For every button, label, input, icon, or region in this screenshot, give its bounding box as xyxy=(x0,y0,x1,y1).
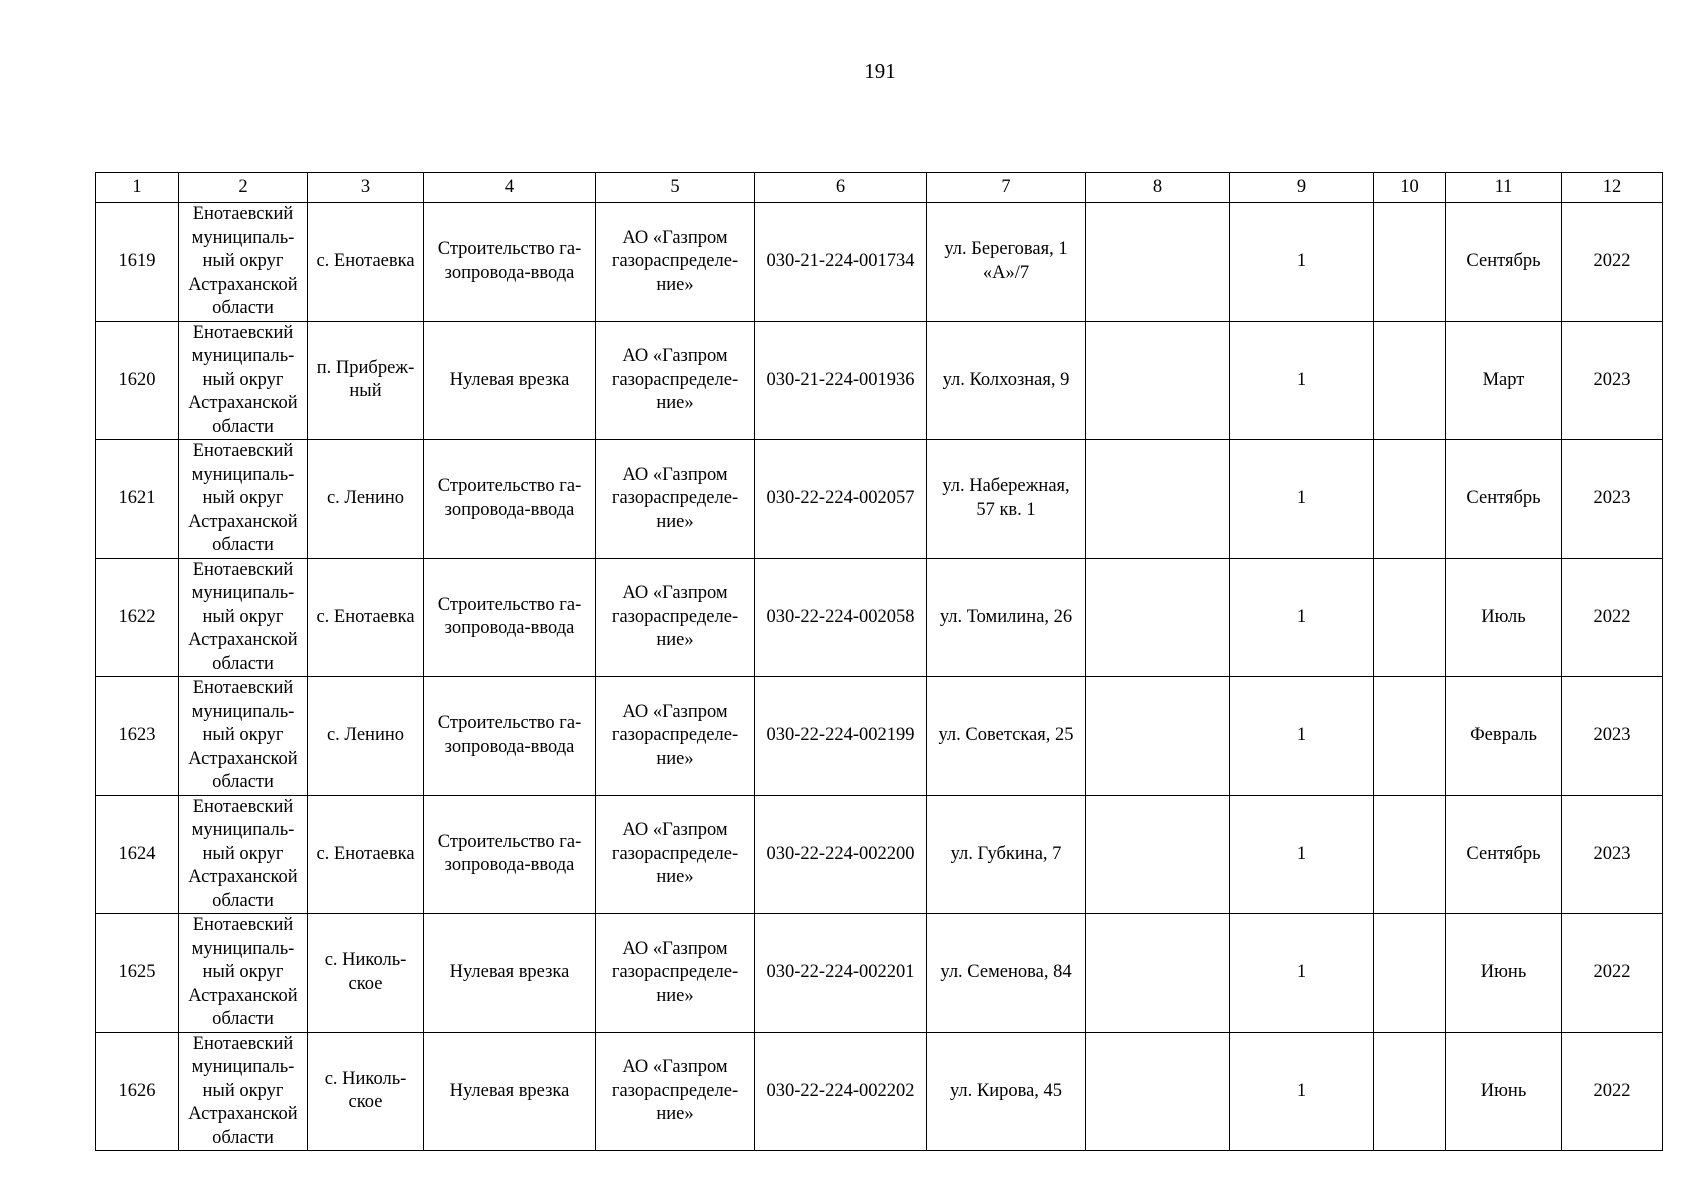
table-row xyxy=(96,1032,1663,1151)
column-8-cell xyxy=(1086,440,1230,559)
object-code-cell: 030-21-224-001936 xyxy=(755,321,927,440)
month-cell: Сентябрь xyxy=(1446,203,1562,322)
column-10-cell xyxy=(1374,440,1446,559)
column-number: 8 xyxy=(1086,173,1230,203)
column-10-cell xyxy=(1374,321,1446,440)
table-row xyxy=(96,677,1663,796)
year-cell: 2023 xyxy=(1562,795,1663,914)
count-cell: 1 xyxy=(1230,321,1374,440)
column-10-cell xyxy=(1374,795,1446,914)
column-10-cell xyxy=(1374,677,1446,796)
column-number: 6 xyxy=(755,173,927,203)
row-number-cell: 1621 xyxy=(96,440,179,559)
address-cell: ул. Кирова, 45 xyxy=(927,1032,1086,1151)
table-row xyxy=(96,914,1663,1033)
object-code-cell: 030-22-224-002057 xyxy=(755,440,927,559)
year-cell: 2023 xyxy=(1562,321,1663,440)
month-cell: Июнь xyxy=(1446,914,1562,1033)
organization-cell: АО «Газпром газораспределе- ние» xyxy=(596,440,755,559)
month-cell: Июль xyxy=(1446,558,1562,677)
municipality-cell: Енотаевский муниципаль- ный округ Астраханской области xyxy=(179,1032,308,1151)
work-type-cell: Строительство га- зопровода-ввода xyxy=(424,795,596,914)
count-cell: 1 xyxy=(1230,440,1374,559)
count-cell: 1 xyxy=(1230,203,1374,322)
table-row xyxy=(96,558,1663,677)
column-number: 1 xyxy=(96,173,179,203)
column-10-cell xyxy=(1374,558,1446,677)
work-type-cell: Нулевая врезка xyxy=(424,321,596,440)
column-number: 11 xyxy=(1446,173,1562,203)
locality-cell: с. Енотаевка xyxy=(308,558,424,677)
row-number-cell: 1619 xyxy=(96,203,179,322)
locality-cell: п. Прибреж- ный xyxy=(308,321,424,440)
organization-cell: АО «Газпром газораспределе- ние» xyxy=(596,1032,755,1151)
organization-cell: АО «Газпром газораспределе- ние» xyxy=(596,203,755,322)
locality-cell: с. Енотаевка xyxy=(308,203,424,322)
month-cell: Март xyxy=(1446,321,1562,440)
locality-cell: с. Николь- ское xyxy=(308,1032,424,1151)
month-cell: Сентябрь xyxy=(1446,440,1562,559)
organization-cell: АО «Газпром газораспределе- ние» xyxy=(596,321,755,440)
municipality-cell: Енотаевский муниципаль- ный округ Астраханской области xyxy=(179,795,308,914)
object-code-cell: 030-22-224-002058 xyxy=(755,558,927,677)
work-type-cell: Нулевая врезка xyxy=(424,914,596,1033)
object-code-cell: 030-22-224-002200 xyxy=(755,795,927,914)
address-cell: ул. Береговая, 1 «А»/7 xyxy=(927,203,1086,322)
table-row xyxy=(96,321,1663,440)
work-type-cell: Строительство га- зопровода-ввода xyxy=(424,677,596,796)
locality-cell: с. Николь- ское xyxy=(308,914,424,1033)
address-cell: ул. Колхозная, 9 xyxy=(927,321,1086,440)
organization-cell: АО «Газпром газораспределе- ние» xyxy=(596,677,755,796)
row-number-cell: 1625 xyxy=(96,914,179,1033)
year-cell: 2022 xyxy=(1562,558,1663,677)
count-cell: 1 xyxy=(1230,795,1374,914)
municipality-cell: Енотаевский муниципаль- ный округ Астраханской области xyxy=(179,321,308,440)
count-cell: 1 xyxy=(1230,677,1374,796)
work-type-cell: Строительство га- зопровода-ввода xyxy=(424,558,596,677)
column-number: 10 xyxy=(1374,173,1446,203)
column-8-cell xyxy=(1086,1032,1230,1151)
address-cell: ул. Семенова, 84 xyxy=(927,914,1086,1033)
municipality-cell: Енотаевский муниципаль- ный округ Астраханской области xyxy=(179,558,308,677)
address-cell: ул. Губкина, 7 xyxy=(927,795,1086,914)
locality-cell: с. Ленино xyxy=(308,677,424,796)
column-number: 5 xyxy=(596,173,755,203)
column-number: 2 xyxy=(179,173,308,203)
column-number: 3 xyxy=(308,173,424,203)
organization-cell: АО «Газпром газораспределе- ние» xyxy=(596,795,755,914)
municipality-cell: Енотаевский муниципаль- ный округ Астраханской области xyxy=(179,914,308,1033)
month-cell: Февраль xyxy=(1446,677,1562,796)
column-number: 4 xyxy=(424,173,596,203)
object-code-cell: 030-22-224-002202 xyxy=(755,1032,927,1151)
column-8-cell xyxy=(1086,795,1230,914)
address-cell: ул. Набережная, 57 кв. 1 xyxy=(927,440,1086,559)
page-number: 191 xyxy=(864,59,896,83)
year-cell: 2022 xyxy=(1562,1032,1663,1151)
row-number-cell: 1622 xyxy=(96,558,179,677)
month-cell: Июнь xyxy=(1446,1032,1562,1151)
column-10-cell xyxy=(1374,203,1446,322)
municipality-cell: Енотаевский муниципаль- ный округ Астраханской области xyxy=(179,203,308,322)
row-number-cell: 1626 xyxy=(96,1032,179,1151)
organization-cell: АО «Газпром газораспределе- ние» xyxy=(596,914,755,1033)
month-cell: Сентябрь xyxy=(1446,795,1562,914)
column-8-cell xyxy=(1086,677,1230,796)
column-8-cell xyxy=(1086,321,1230,440)
row-number-cell: 1620 xyxy=(96,321,179,440)
column-10-cell xyxy=(1374,914,1446,1033)
column-number-row xyxy=(96,173,1663,203)
row-number-cell: 1624 xyxy=(96,795,179,914)
count-cell: 1 xyxy=(1230,914,1374,1033)
locality-cell: с. Енотаевка xyxy=(308,795,424,914)
object-code-cell: 030-22-224-002201 xyxy=(755,914,927,1033)
row-number-cell: 1623 xyxy=(96,677,179,796)
column-number: 7 xyxy=(927,173,1086,203)
table-row xyxy=(96,203,1663,322)
column-number: 12 xyxy=(1562,173,1663,203)
table-row xyxy=(96,440,1663,559)
column-8-cell xyxy=(1086,914,1230,1033)
column-8-cell xyxy=(1086,203,1230,322)
work-type-cell: Строительство га- зопровода-ввода xyxy=(424,203,596,322)
work-type-cell: Строительство га- зопровода-ввода xyxy=(424,440,596,559)
locality-cell: с. Ленино xyxy=(308,440,424,559)
organization-cell: АО «Газпром газораспределе- ние» xyxy=(596,558,755,677)
count-cell: 1 xyxy=(1230,558,1374,677)
column-8-cell xyxy=(1086,558,1230,677)
table-row xyxy=(96,795,1663,914)
work-type-cell: Нулевая врезка xyxy=(424,1032,596,1151)
municipality-cell: Енотаевский муниципаль- ный округ Астраханской области xyxy=(179,440,308,559)
address-cell: ул. Томилина, 26 xyxy=(927,558,1086,677)
count-cell: 1 xyxy=(1230,1032,1374,1151)
year-cell: 2022 xyxy=(1562,203,1663,322)
year-cell: 2022 xyxy=(1562,914,1663,1033)
data-table xyxy=(95,172,1663,1151)
municipality-cell: Енотаевский муниципаль- ный округ Астраханской области xyxy=(179,677,308,796)
year-cell: 2023 xyxy=(1562,677,1663,796)
column-10-cell xyxy=(1374,1032,1446,1151)
column-number: 9 xyxy=(1230,173,1374,203)
object-code-cell: 030-21-224-001734 xyxy=(755,203,927,322)
address-cell: ул. Советская, 25 xyxy=(927,677,1086,796)
year-cell: 2023 xyxy=(1562,440,1663,559)
object-code-cell: 030-22-224-002199 xyxy=(755,677,927,796)
